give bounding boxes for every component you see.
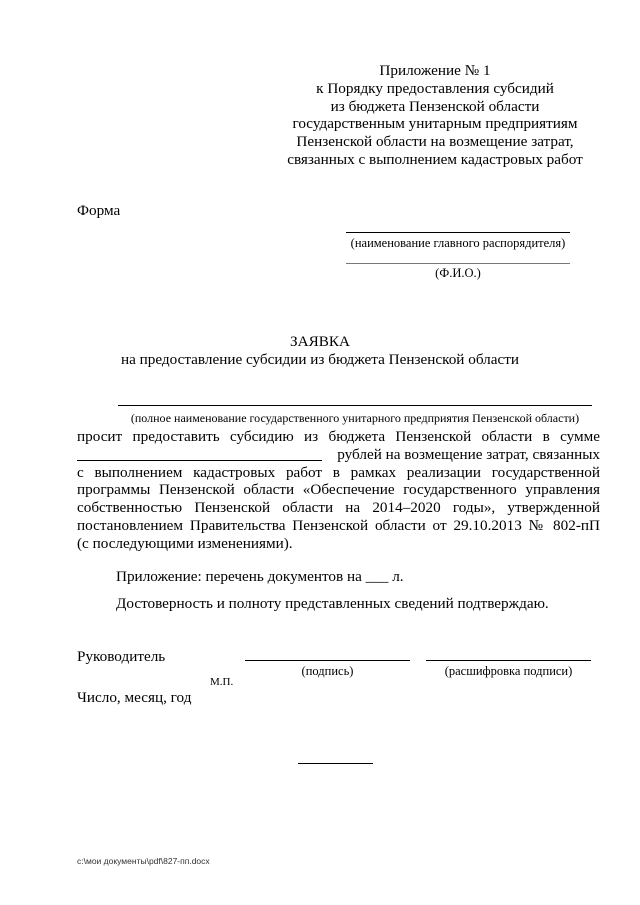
request-paragraph <box>77 428 600 553</box>
enterprise-name-caption: (полное наименование государственного унитарного предприятия Пензенской области) <box>130 411 580 425</box>
decoding-caption: (расшифровка подписи) <box>444 664 573 678</box>
request-line-1-word: сумме <box>560 428 600 445</box>
request-line-1-word: просит <box>77 428 123 445</box>
request-line-1-word: Пензенской <box>395 428 472 445</box>
request-line-1-word: субсидию <box>229 428 294 445</box>
appendix-line-4: государственным унитарным предприятиям <box>292 115 578 133</box>
request-line-1 <box>77 428 600 446</box>
request-line-1-word: области <box>481 428 533 445</box>
attachment-suffix: л. <box>392 568 404 585</box>
manager-name-caption: (наименование главного распорядителя) <box>350 236 566 250</box>
request-line-1-word: из <box>304 428 319 445</box>
request-line-6: постановлением Правительства Пензенской области от 29.10.2013 № 802-пП <box>77 516 600 534</box>
request-line-1-word: предоставить <box>132 428 220 445</box>
fio-line <box>346 263 570 264</box>
appendix-line-2: к Порядку предоставления субсидий <box>316 79 554 97</box>
appendix-line-1: Приложение № 1 <box>379 62 491 79</box>
attachment-pages-blank: ___ <box>365 568 389 585</box>
decoding-line <box>426 660 591 661</box>
enterprise-name-line <box>118 405 592 406</box>
signature-line <box>245 660 410 661</box>
request-line-1-word: бюджета <box>328 428 386 445</box>
request-line-2-text: рублей на возмещение затрат, связанных <box>337 445 600 463</box>
form-label: Форма <box>77 202 121 219</box>
request-line-7: (с последующими изменениями). <box>77 534 293 552</box>
signature-caption: (подпись) <box>301 664 354 678</box>
appendix-line-6: связанных с выполнением кадастровых работ <box>287 150 583 168</box>
head-label: Руководитель <box>77 648 166 665</box>
request-line-5: собственностью Пензенской области на 2014–2020 годы», утвержденной <box>77 499 600 517</box>
request-line-1-word: в <box>542 428 550 445</box>
manager-name-line <box>346 232 570 233</box>
amount-blank-line <box>77 460 322 461</box>
appendix-header <box>270 62 600 169</box>
confirmation-text: Достоверность и полноту представленных сведений подтверждаю. <box>116 595 549 612</box>
appendix-line-3: из бюджета Пензенской области <box>330 97 540 115</box>
stamp-label: М.П. <box>210 676 234 688</box>
file-path-footer: c:\мои документы\pdf\827-пп.docx <box>77 856 210 866</box>
appendix-line-5: Пензенской области на возмещение затрат, <box>296 133 574 151</box>
attachment-line <box>116 568 404 586</box>
attachment-prefix: Приложение: перечень документов на <box>116 568 362 585</box>
end-separator-line <box>298 763 373 764</box>
fio-caption: (Ф.И.О.) <box>435 266 481 280</box>
document-title: ЗАЯВКА <box>290 333 350 350</box>
request-line-2 <box>77 446 600 464</box>
date-label: Число, месяц, год <box>77 689 192 706</box>
document-subtitle: на предоставление субсидии из бюджета Пензенской области <box>120 351 519 368</box>
request-line-3: с выполнением кадастровых работ в рамках реализации государственной <box>77 463 600 481</box>
request-line-4: программы Пензенской области «Обеспечение государственного управления <box>77 481 600 499</box>
